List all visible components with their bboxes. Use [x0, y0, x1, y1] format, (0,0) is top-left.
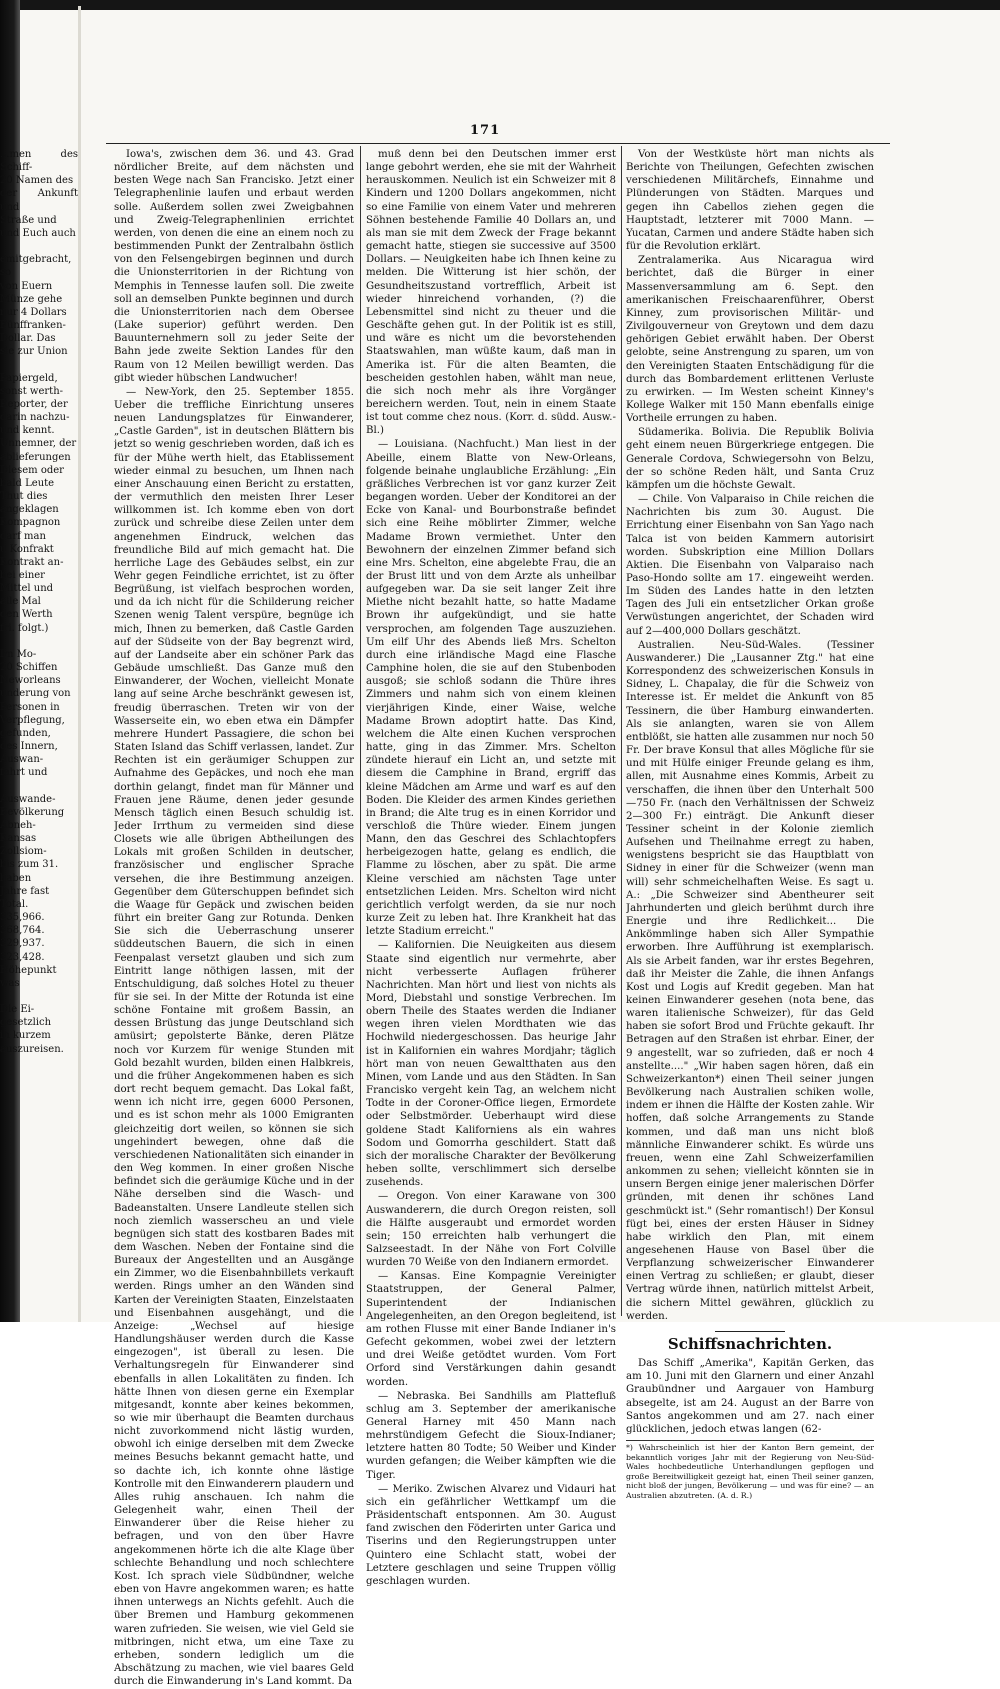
fragment-line: sie zur Union [0, 346, 68, 358]
fragment-line [0, 359, 78, 372]
fragment-line: gefunden, [0, 727, 51, 739]
fragment-line: nur 4 Dollars [0, 306, 67, 318]
fragment-line: Bevölkerung [0, 806, 65, 818]
fragment-line: fahrt und [0, 767, 48, 779]
fragment-line: 20 Schiffen [0, 662, 58, 674]
fragment-line: der Ankunft und [0, 188, 78, 213]
column-divider [621, 146, 622, 1316]
fragment-line: was [0, 977, 20, 989]
fragment-line: Fünffranken- [0, 320, 66, 332]
article-paragraph: — Kalifornien. Die Neuigkeiten aus diesem Staate sind eigentlich nur vermehrte, aber nicht verbesserte Auflagen früherer Nachrichten. Man hört und liest von nichts als Mord, Diebstahl und sonstige Verbrechen. Im obern Theile des Staates werden die Indianer wegen ihren vielen Mordthaten wie das Hochwild niedergeschossen. Das heurige Jahr ist in Kalifornien ein wahres Mordjahr; täglich hört man von neuen Gewaltthaten aus den Minen, vom Lande und aus den Städten. In San Francisko vergeht kein Tag, an welchem nicht Todte in der Coroner-Office liegen, Ermordete oder Selbstmörder. Ueberhaupt wird diese goldene Stadt Kaliforniens als ein wahres Sodom und Gomorrha geschildert. Statt daß sich der moralische Charakter der Bevölkerung heben sollte, verschlimmert sich derselbe zusehends. [366, 940, 616, 1189]
fragment-line: Im Mo- [0, 648, 37, 660]
fragment-line: Auswande- [0, 793, 56, 805]
article-paragraph: — Kansas. Eine Kompagnie Vereinigter Staatstruppen, der General Palmer, Superintendent der Indianischen Angelegenheiten, an den Oregon begleitend, ist am rothen Flusse mit einer Bande Indianer in's Gefecht gekommen, wobei zwei der letztern und drei Weiße getödtet wurden. Vom Fort Orford sind Verstärkungen dahin gesandt worden. [366, 1271, 616, 1388]
fragment-line: u Konfrakt [0, 543, 54, 555]
fragment-line: Höhepunkt [0, 964, 57, 976]
fragment-line: Münze gehe [0, 293, 63, 305]
fragment-line: 20 Namen des [0, 175, 74, 187]
fragment-line: darf man [0, 530, 46, 542]
fragment-line: bis zum 31. [0, 859, 59, 871]
article-paragraph: muß denn bei den Deutschen immer erst lange gebohrt werden, ehe sie mit der Wahrheit herauskommen. Neulich ist ein Schweizer mit 8 Kindern und 1200 Dollars angekommen, nicht so eine Familie von einem Vater und mehreren Söhnen bestehende Familie 40 Dollars an, und als man sie mit dem Zweck der Frage bekannt gemacht hatte, stiegen sie successive auf 3500 Dollars. — Neuigkeiten habe ich Ihnen keine zu melden. Die Witterung ist hier schön, der Gesundheitszustand vortrefflich, Arbeit ist wieder hinreichend vorhanden, (?) die Lebensmittel sind nicht zu theuer und die Geschäfte gehen gut. In der Politik ist es still, und wäre es nicht um die bevorstehenden Staatswahlen, man wüßte kaum, daß man in Amerika ist. Für die alten Beamten, die bescheiden gestohlen haben, wählt man neue, die sich noch mehr als ihre Vorgänger bereichern werden. Tout, nein in einem Staate ist tout comme chez nous. (Korr. d. südd. Ausw.-Bl.) [366, 149, 616, 437]
article-paragraph: Zentralamerika. Aus Nicaragua wird berichtet, daß die Bürger in einer Massenversammlung am 6. Sept. den amerikanischen Freischaarenführer, Oberst Kinney, zum provisorischen Militär- und Zivilgouverneur von Greytown und dem dazu gehörigen Gebiet erwählt haben. Der Oberst gelobte, seine Anstrengung zu sparen, um von den Vereinigten Staaten Entschädigung für die durch das Bombardement erlittenen Verluste zu erwirken. — Im Westen scheint Kinney's Kollege Walker mit 150 Mann ebenfalls einige Vortheile errungen zu haben. [626, 255, 874, 425]
section-title-schiffsnachrichten: Schiffsnachrichten. [667, 1334, 833, 1353]
fragment-line: Verpflegung, [0, 714, 65, 726]
fragment-line: gesetzlich [0, 1017, 52, 1029]
section-rule [715, 1331, 785, 1332]
fragment-line: ablieferungen [0, 451, 71, 463]
fragment-line: fri. folgt.) [0, 622, 49, 634]
article-paragraph: Australien. Neu-Süd-Wales. (Tessiner Auswanderer.) Die „Lausanner Ztg." hat eine Korrespondenz des schweizerischen Konsuls in Sidney, L. Chapalay, die für die Schweiz von Interesse ist. Er meldet die Ankunft von 85 Tessinern, die über Hamburg einwanderten. Als sie anlangten, waren sie von Allem entblößt, sie hatten alle zusammen nur noch 50 Fr. Der brave Konsul that alles Mögliche für sie und mit Hülfe einiger Freunde gelang es ihm, allen, mit Ausnahme eines Kommis, Arbeit zu verschaffen, die ihnen über den Unterhalt 500—750 Fr. (nach den Verhältnissen der Schweiz 2—300 Fr.) einträgt. Die Ankunft dieser Tessiner scheint in der Kolonie ziemlich Aufsehen und Theilnahme erregt zu haben, wenigstens bespricht sie das Hauptblatt von Sidney in einer für die Schweizer (wenn man will) sehr schmeichelhaften Weise. Es sagt u. A.: „Die Schweizer sind Abentheurer seit Jahrhunderten und gleich berühmt durch ihre Energie und ihre Redlichkeit... Die Ankömmlinge haben sich Aller Sympathie erworben. Ihre Aufführung ist exemplarisch. Als sie Arbeit fanden, war ihr erstes Begehren, daß ihr Meister die Zahle, die ihnen Anfangs Kost und Logis auf Kredit gegeben. Man hat keinen Einwanderer gesehen (nota bene, das waren italienische Schweizer), für das Geld haben sie sofort Brod und Früchte gekauft. Ihr Betragen auf den Straßen ist ehrbar. Einer, der 9 angestellt, war so zufrieden, daß er noch 4 anstellte...." „Wir haben sagen hören, daß ein Schweizerkanton*) einen Theil seiner jungen Bevölkerung nach Australien schiken wolle, indem er ihnen die Hälfte der Kosten zahle. Wir hoffen, daß solche Arrangements zu Stande kommen, und daß man uns nicht bloß männliche Einwanderer schikt. Es würde uns freuen, wenn eine Zahl Schweizerfamilien ankommen zu sehen; vielleicht könnten sie in unsern Bergen einige jener malerischen Dörfer gründen, mit denen ihr schönes Land geschmückt ist." (Sehr romantisch!) Der Konsul fügt bei, eines der ersten Häuser in Sidney habe wirklich den Plan, mit einem angesehenen Hause von Basel über die Verpflanzung schweizerischer Einwanderer einen Vertrag zu schließen; er glaubt, dieser Vertrag würde ihnen, natürlich mittelst Arbeit, die sichern Mittel gewähren, glücklich zu werden. [626, 639, 874, 1322]
fragment-line: ...men des Schiff- [0, 149, 78, 174]
fragment-line: von Euern [0, 280, 53, 292]
header-rule [106, 143, 890, 144]
fragment-line [0, 635, 78, 648]
article-paragraph: — Chile. Von Valparaiso in Chile reichen die Nachrichten bis zum 30. August. Die Errichtung einer Eisenbahn von San Yago nach Talca ist von beiden Kammern autorisirt worden. Subskription eine Million Dollars Aktien. Die Eisenbahn von Valparaiso nach Paso-Hondo sollte am 17. eingeweiht werden. Im Süden des Landes hatte in den letzten Tagen des Juli ein entsetzlicher Orkan große Verwüstungen angerichtet, der Schaden wird auf 2—400,000 Dollars geschätzt. [626, 494, 874, 637]
scan-top-edge [0, 0, 1000, 10]
fragment-line: 323,428. [0, 951, 45, 963]
fragment-line: Unnemner, der [0, 438, 77, 450]
fragment-line [0, 780, 78, 793]
article-paragraph: — Meriko. Zwischen Alvarez und Vidauri hat sich ein gefährlicher Wettkampf um die Präsidentschaft entsponnen. Am 30. August fand zwischen den Föderirten unter Garica und Tiserins und den Regierungstruppen unter Quintero eine Schlacht statt, wobei der Letztere geschlagen und seine Truppen völlig geschlagen wurden. [366, 1483, 616, 1587]
page-number: 171 [470, 123, 501, 138]
fragment-line: Abneh- [0, 819, 36, 831]
fragment-line: Neworleans [0, 675, 61, 687]
fragment-line: Diesem oder [0, 464, 64, 476]
fragment-line: bei einer [0, 570, 45, 581]
fragment-line: Reporter, der [0, 398, 68, 410]
fragment-line: Jahre fast [0, 885, 50, 897]
fragment-line: emitgebracht, so [0, 254, 72, 279]
fragment-line: Papiergeld, [0, 372, 58, 384]
fragment-line: in kurzem [0, 1030, 51, 1042]
fragment-line: auszureisen. [0, 1043, 64, 1055]
fragment-line: Total. [0, 898, 29, 910]
fragment-line: angeklagen [0, 504, 59, 516]
fragment-line: 329,937. [0, 938, 45, 950]
column-1 [114, 148, 354, 1689]
fragment-line [0, 990, 78, 1003]
article-paragraph: Von der Westküste hört man nichts als Berichte von Theilungen, Gefechten zwischen verschiedenen Militärchefs, Einnahme und Plünderungen von Städten. Marques und gegen ihn Cabellos ziehen gegen die Hauptstadt, letzterer mit 7000 Mann. — Yucatan, Carmen und andere Städte haben sich für die Revolution erklärt. [626, 149, 874, 253]
column-divider [360, 146, 361, 1316]
article-paragraph: — Louisiana. (Nachfucht.) Man liest in der Abeille, einem Blatte von New-Orleans, folgende beinahe unglaubliche Erzählung: „Ein gräßliches Verbrechen ist vor ganz kurzer Zeit begangen worden. Ueber der Konditorei an der Ecke von Kanal- und Bourbonstraße befindet sich eine Reihe möblirter Zimmer, welche Madame Brown vermiethet. Unter den Bewohnern der einzelnen Zimmer befand sich eine Mrs. Schelton, eine abgelebte Frau, die an der Brust litt und von dem Arzte als unheilbar aufgegeben war. Da sie seit langer Zeit ihre Miethe nicht bezahlt hatte, so hatte Madame Brown ihr aufgekündigt, und sie hatte versprochen, am folgenden Tage auszuziehen. Um eilf Uhr des Abends ließ Mrs. Schelton durch eine irländische Magd eine Flasche Camphine holen, die sie auf den Stubenboden ausgoß; sie schloß sodann die Thüre ihres Zimmers und nahm sich von einem kleinen vierjährigen Kinde, einer Waise, welche Madame Brown adoptirt hatte. Das Kind, welchem die Alte einen Kuchen versprochen hatte, ging in das Zimmer. Mrs. Schelton zündete hierauf ein Licht an, und setzte mit diesem die Camphine in Brand, ergriff das kleine Mädchen am Arme und warf es auf den Boden. Die Kleider des armen Kindes geriethen in Brand; die Alte trug es in einen Korridor und verschloß die Thüre wieder. Einem jungen Mann, den das Geschrei des Schlachtopfers herbeigezogen hatte, gelang es endlich, die Flamme zu löschen, aber zu spät. Die arme Kleine verschied am nächsten Tage unter entsetzlichen Leiden. Mrs. Schelton wird nicht gerichtlich verfolgt werden, da sie nur noch kurze Zeit zu leben hat. Ihre Krankheit hat das letzte Stadium erreicht." [366, 439, 616, 938]
fragment-line: 335,966. [0, 912, 45, 924]
page-gutter [78, 6, 81, 1322]
fragment-line: und kennt. [0, 425, 55, 437]
article-paragraph: Südamerika. Bolivia. Die Republik Bolivia geht einem neuen Bürgerkriege entgegen. Die Generale Cordova, Schwiegersohn von Belzu, der so schöne Reden hält, und Santa Cruz kämpfen um die höchste Gewalt. [626, 427, 874, 491]
fragment-line: Kontrakt an- [0, 556, 64, 568]
article-paragraph: Das Schiff „Amerika", Kapitän Gerken, das am 10. Juni mit den Glarnern und einer Anzahl Graubündner und Aargauer von Hamburg absegelte, ist am 24. August an der Barre von Santos angekommen und am 27. nach einer glücklichen, jedoch etwas langen (62- [626, 1358, 874, 1435]
fragment-line: haben [0, 872, 32, 884]
column-2 [366, 148, 616, 1589]
fragment-line: Straße und [0, 214, 57, 226]
article-paragraph: — Nebraska. Bei Sandhills am Plattefluß schlug am 3. September der amerikanische General Harney mit 450 Mann nach mehrstündigem Gefecht die Sioux-Indianer; letztere hatten 80 Todte; 50 Weiber und Kinder wurden gefangen; die Weiber kämpften wie die Tiger. [366, 1390, 616, 1481]
fragment-line: alle Mal [0, 596, 41, 608]
fragment-line: den Werth [0, 609, 53, 621]
footnote: *) Wahrscheinlich ist hier der Kanton Bern gemeint, der bekanntlich voriges Jahr mit der Regierung von Neu-Süd-Wales hochbedeutliche Unterhandlungen gepflogen und große Bereitwilligkeit gezeigt hat, einen Theil seiner ganzen, nicht bloß der jungen, Bevölkerung — und was für eine? — an Australien abzutreten. (A. d. R.) [626, 1440, 874, 1501]
fragment-line: des Innern, [0, 741, 58, 753]
fragment-line: darin nachzu- [0, 412, 70, 424]
fragment-line: und Euch auch [0, 227, 76, 239]
fragment-line [0, 240, 78, 253]
fragment-line: Dollar. Das [0, 333, 56, 345]
article-paragraph: Iowa's, zwischen dem 36. und 43. Grad nördlicher Breite, auf dem nächsten und besten Wege nach San Francisko. Jetzt einer Telegraphenlinie laufen und erbaut werden solle. Außerdem sollen zwei Zweigbahnen und Zweig-Telegraphenlinien errichtet werden, von denen die eine an einem noch zu bestimmenden Punkt der Zentralbahn östlich von den Felsengebirgen beginnen und durch die Unionsterritorien in der Richtung von Memphis in Tennesse laufen soll. Die zweite soll an demselben Punkte beginnen und durch die Unionsterritorien nach dem Obersee (Lake superior) geführt werden. Den Bauunternehmern soll zu jeder Seite der Bahn jede zweite Sektion Landes für den Raum von 12 Meilen bewilligt werden. Das gibt wieder hübschen Landwucher! [114, 149, 354, 384]
column-3 [626, 148, 874, 1501]
fragment-line: 368,764. [0, 925, 45, 937]
article-paragraph: — New-York, den 25. September 1855. Ueber die treffliche Einrichtung unseres neuen Landungsplatzes für Einwanderer, „Castle Garden", ist in deutschen Blättern bis jetzt so wenig geschrieben worden, daß ich es für der Mühe werth hielt, das Etablissement wieder einmal zu besuchen, um Ihnen nach einer Anschauung einen Bericht zu erstatten, der vermuthlich den meisten Ihrer Leser willkommen ist. Ich komme eben von dort zurück und schreibe diese Zeilen unter dem angenehmen Eindruck, welchen das freundliche Bild auf mich gemacht hat. Die herrliche Lage des Gebäudes selbst, ein zur Wehr gegen Feindliche errichtet, ist zu öfter Begrüßung, ist vielfach besprochen worden, und da ich nicht für die Schilderung reicher Szenen wenig Talent verspüre, begnüge ich mich, Ihnen zu bemerken, daß Castle Garden auf der Südseite von der Bay begrenzt wird, auf der Landseite aber ein schöner Park das Gebäude umschließt. Das Ganze muß den Einwanderer, der Wochen, vielleicht Monate lang auf seine Arche beschränkt gewesen ist, freudig überraschen. Treten wir von der Wasserseite ein, wo eben etwa ein Dämpfer mehrere Hundert Passagiere, die schon bei Staten Island das Schiff verlassen, landet. Zur Rechten ist ein geräumiger Schuppen zur Aufnahme des Gepäckes, und noch ehe man dorthin gelangt, findet man für Männer und Frauen jene Räume, denen jeder gesunde Mensch täglich einen Besuch schuldig ist. Jeder Irrthum zu vermeiden sind diese Closets wie alle übrigen Abtheilungen des Lokals mit großen Schilden in deutscher, französischer und englischer Sprache versehen, die ihre Bestimmung anzeigen. Gegenüber dem Güterschuppen befindet sich die Waage für Gepäck und zwischen beiden führt ein breiter Gang zur Rotunda. Denken Sie sich die Ueberraschung unserer süddeutschen Bauern, die sich in einen Feenpalast versetzt glauben und sich zum Eintritt lange nöthigen lassen, mit der Entschuldigung, daß solches Hotel zu theuer für sie sei. In der Mitte der Rotunda ist eine schöne Fontaine mit großem Bassin, an dessen Brüstung das junge Deutschland sich amüsirt; gepolsterte Bänke, deren Plätze noch vor Kurzem für wenige Stunden mit Gold bezahlt wurden, bilden einen Halbkreis, und die früher Angekommenen haben es sich dort recht bequem gemacht. Das Lokal faßt, wenn ich nicht irre, gegen 6000 Personen, und es ist schon mehr als 1000 Emigranten gleichzeitig dort weilen, so können sie sich ungehindert bewegen, ohne daß die verschiedenen Nationalitäten sich einander in den Weg kommen. In einer großen Nische befindet sich die geräumige Küche und in der Nähe derselben sind die Wasch- und Badeanstalten. Unsere Landleute stellen sich noch ziemlich wasserscheu an und viele begnügen sich statt des kostbaren Bades mit dem Waschen. Neben der Fontaine sind die Bureaux der Angestellten und an Ausgänge ein Zimmer, wo die Eisenbahnbillets verkauft werden. Rings umher an den Wänden sind Karten der Vereinigten Staaten, Einzelstaaten und Eisenbahnen ausgehängt, und die Anzeige: „Wechsel auf hiesige Handlungshäuser werden durch die Kasse eingezogen", ist überall zu lesen. Die Verhaltungsregeln für Einwanderer sind ebenfalls in allen Lokalitäten zu finden. Ich hätte Ihnen von diesen gerne ein Exemplar mitgesandt, konnte aber keines bekommen, so wie mir überhaupt die Beamten durchaus nicht zuvorkommend nicht lästig wurden, obwohl ich einige derselben mit dem Zwecke meines Besuchs bekannt gemacht hatte, und so dachte ich, ich konnte ohne lästige Kontrolle mit den Einwanderern plaudern und Alles ruhig anschauen. Ich nahm die Gelegenheit wahr, einen Theil der Einwanderer über die Reise hieher zu befragen, und von den über Havre angekommenen hörte ich die alte Klage über schlechte Behandlung und noch schlechtere Kost. Ich sprach viele Südbündner, welche eben von Havre angekommen waren; es hatte ihnen unterwegs an Nichts gefehlt. Auch die über Bremen und Hamburg gekommenen waren zufrieden. Sie weisen, wie viel Geld sie mitbringen, nicht etwa, um eine Taxe zu erheben, sondern lediglich um die Abschätzung zu machen, wie viel baares Geld durch die Einwanderung in's Land kommt. Da [114, 386, 354, 1688]
article-paragraph: — Oregon. Von einer Karawane von 300 Auswanderern, die durch Oregon reisten, soll die Hälfte ausgeraubt und ermordet worden sein; 150 erreichten halb verhungert die Salzseestadt. In der Nähe von Fort Colville wurden 70 Weiße von den Indianern ermordet. [366, 1191, 616, 1269]
fragment-line: underung von [0, 688, 71, 700]
fragment-line: Thut dies [0, 491, 48, 503]
fragment-line: Personen in [0, 701, 60, 713]
fragment-line: sonst werth- [0, 385, 64, 397]
fragment-line: Mittel und [0, 583, 54, 595]
fragment-line: Zollsiom- [0, 846, 47, 858]
fragment-line: bald Leute [0, 477, 55, 489]
column-fragment-left [0, 148, 78, 1056]
fragment-line: Die Ei- [0, 1004, 35, 1016]
fragment-line: Kompagnon [0, 517, 61, 529]
fragment-line: Kansas [0, 833, 37, 845]
fragment-line: Auswan- [0, 754, 44, 766]
